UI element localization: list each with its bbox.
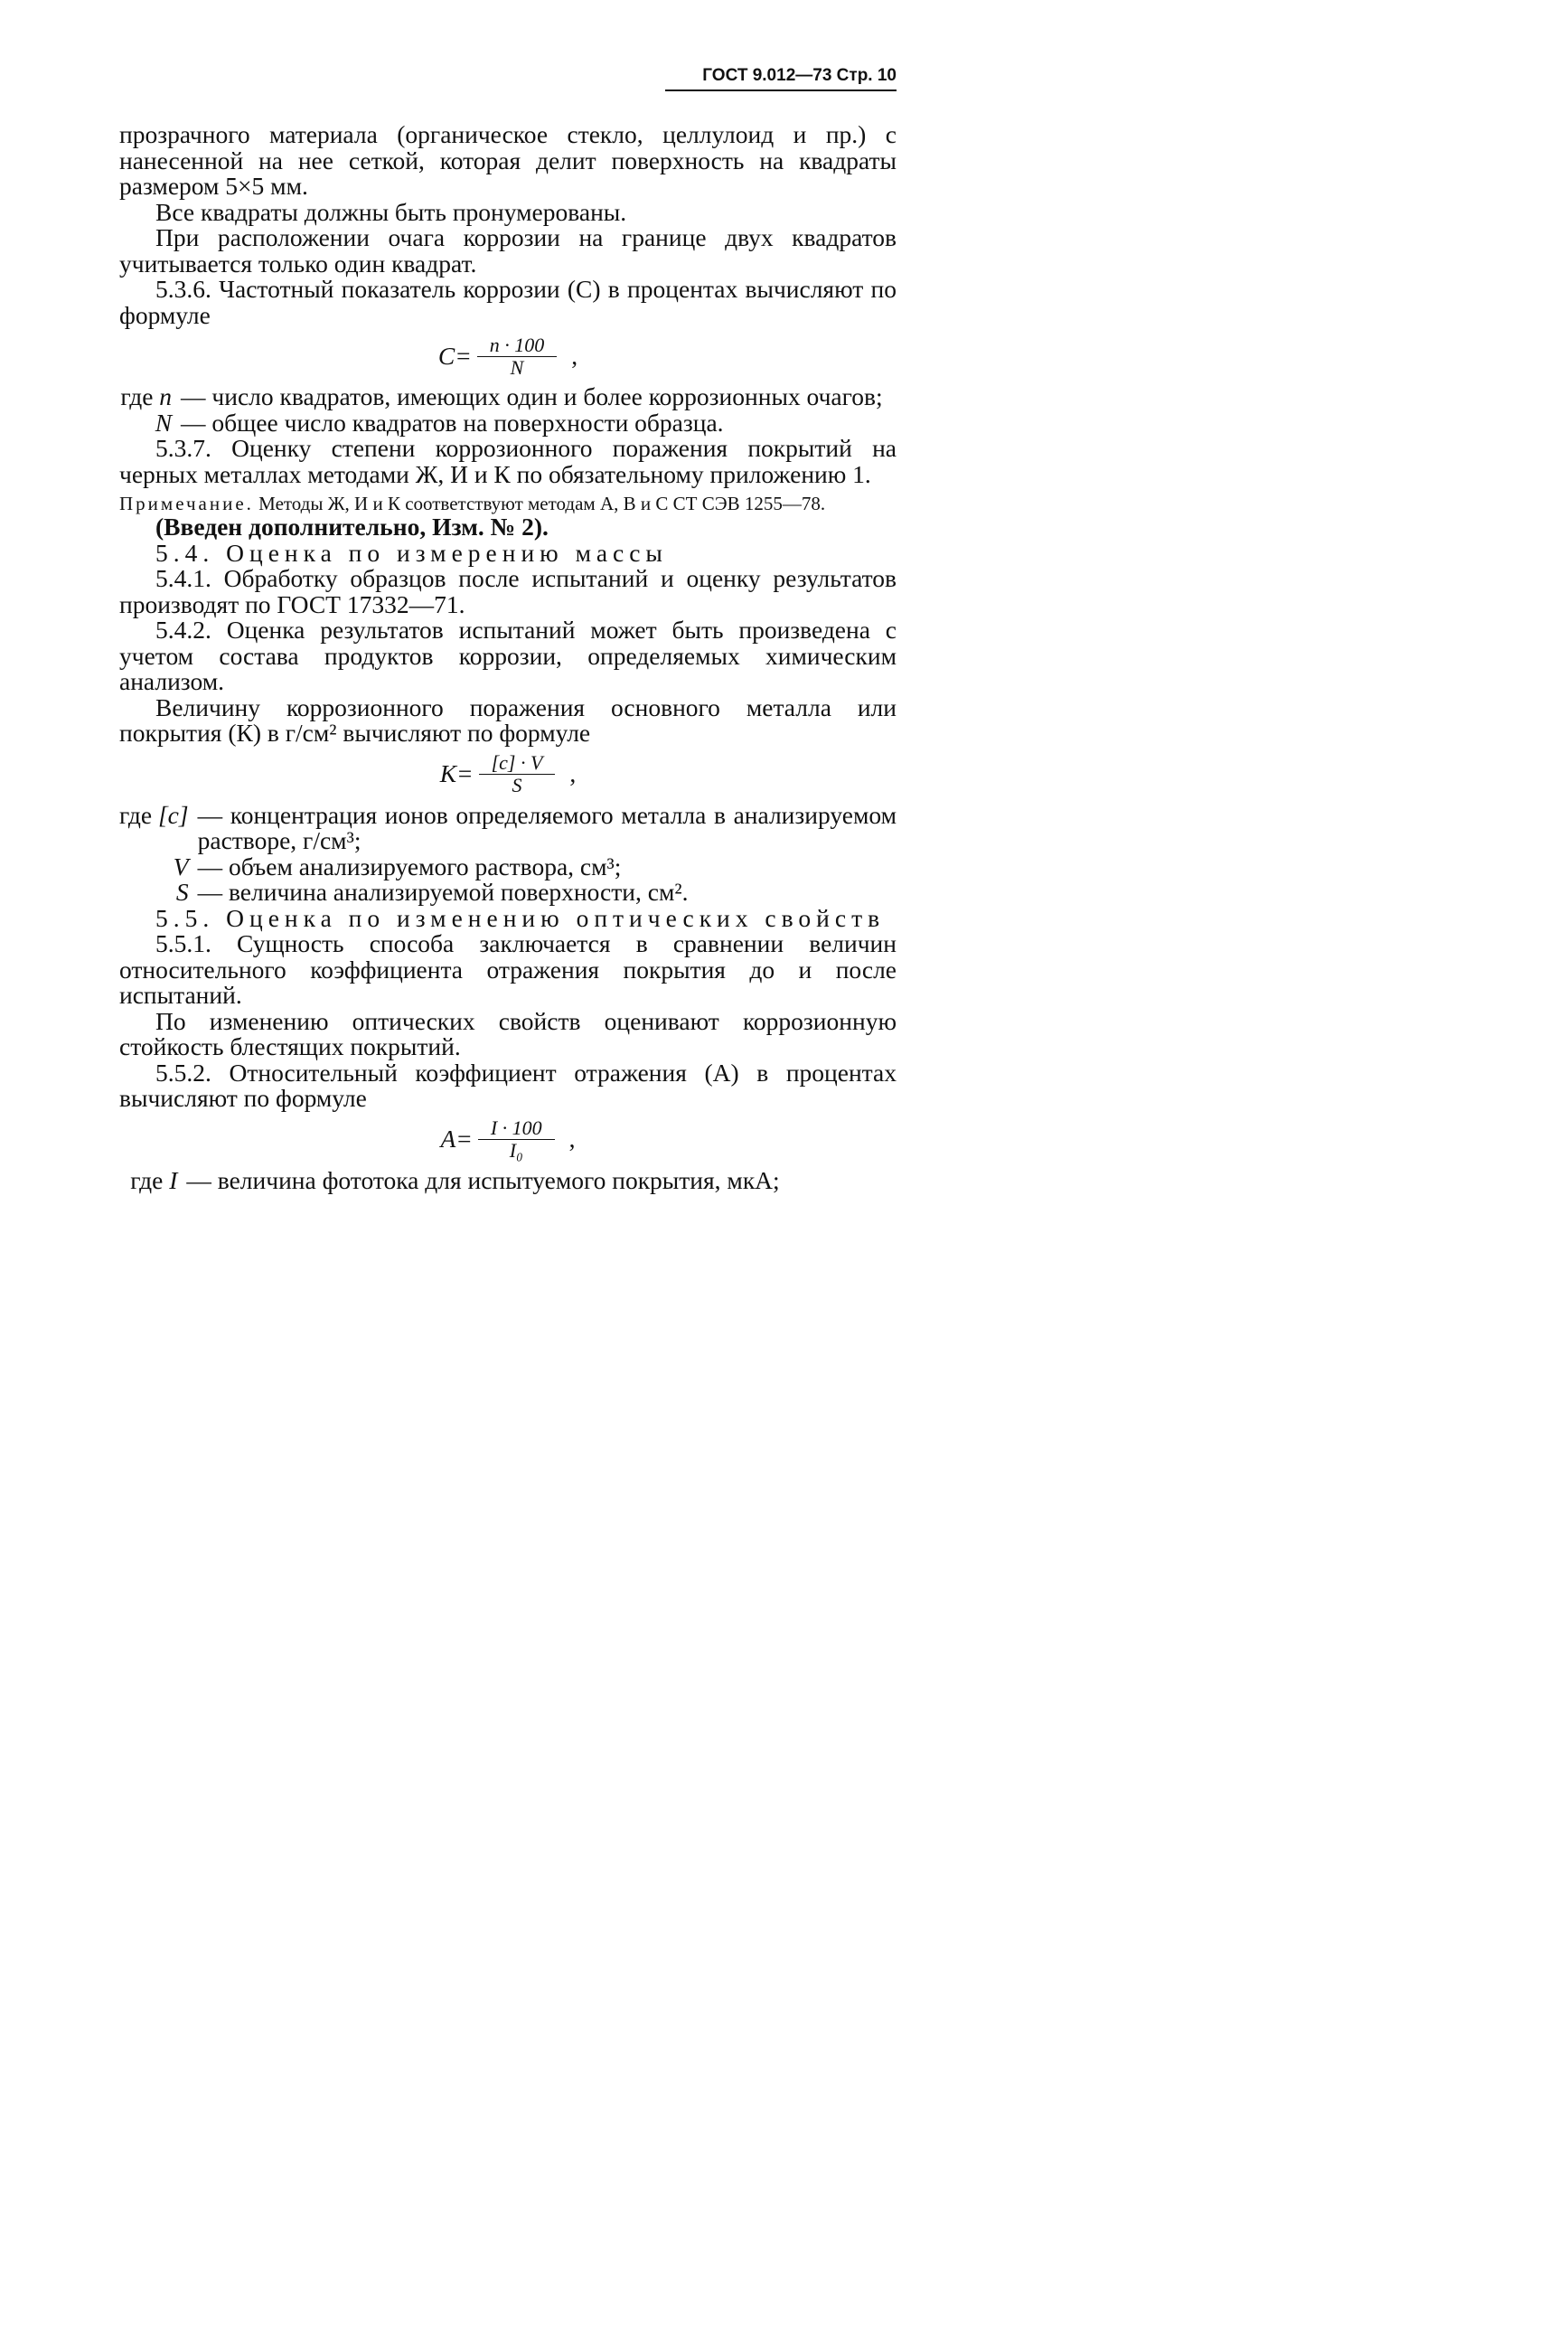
formula-k-comma: , — [569, 759, 577, 788]
paragraph-5-3-6: 5.3.6. Частотный показатель коррозии (С) в процентах вычисляют по формуле — [119, 275, 897, 329]
formula-a-denominator: I₀ — [509, 1139, 523, 1162]
section-heading-5-5: 5.5. Оценка по изменению оптических свойств — [155, 903, 886, 932]
paragraph-optical: По изменению оптических свойств оценивают коррозионную стойкость блестящих покрытий. — [119, 1006, 897, 1060]
definition-row — [119, 880, 897, 906]
definition-row — [119, 803, 897, 854]
paragraph-grid-material: прозрачного материала (органическое стекло, целлулоид и пр.) с нанесенной на нее сеткой, которая делит поверхность на квадраты размером 5×5 мм. — [119, 120, 897, 200]
formula-k — [119, 747, 897, 803]
definition-symbol: N — [155, 408, 173, 437]
formula-a-comma: , — [568, 1125, 576, 1154]
definition-row — [119, 854, 897, 880]
definition-symbol: где I — [130, 1165, 178, 1194]
amendment-note: (Введен дополнительно, Изм. № 2). — [155, 513, 549, 541]
definition-symbol: где [c] — [119, 800, 189, 829]
paragraph-5-5-1: 5.5.1. Сущность способа заключается в сравнении величин относительного коэффициента отражения покрытия до и после испытаний. — [119, 929, 897, 1009]
definitions-a — [119, 1165, 897, 1194]
definitions-c — [119, 384, 897, 436]
definition-text: — число квадратов, имеющих один и более коррозионных очагов; — [181, 382, 883, 410]
definition-text: — концентрация ионов определяемого металла в анализируемом растворе, г/см³; — [197, 800, 897, 854]
formula-k-fraction — [479, 752, 556, 796]
paragraph-5-4-1: 5.4.1. Обработку образцов после испытаний и оценку результатов производят по ГОСТ 17332—71. — [119, 564, 897, 618]
definition-symbol: S — [175, 878, 189, 906]
formula-k-numerator: [c] · V — [479, 752, 556, 775]
page-body — [119, 122, 897, 1193]
definition-text: — общее число квадратов на поверхности образца. — [181, 408, 724, 437]
formula-k-lhs: K= — [439, 759, 474, 788]
formula-c-lhs: C= — [437, 341, 472, 370]
formula-k-denominator: S — [512, 774, 522, 796]
definition-symbol: где n — [120, 382, 173, 410]
formula-c — [119, 328, 897, 384]
formula-a-lhs: A= — [440, 1125, 473, 1154]
definition-text: — объем анализируемого раствора, см³; — [197, 852, 622, 880]
note-label: Примечание. — [119, 493, 254, 514]
formula-c-fraction — [477, 334, 558, 379]
formula-c-comma: , — [571, 341, 578, 370]
running-head: ГОСТ 9.012—73 Стр. 10 — [665, 65, 897, 91]
note-text: Методы Ж, И и К соответствуют методам А, В и С СТ СЭВ 1255—78. — [258, 493, 826, 514]
note — [119, 493, 897, 514]
document-page — [0, 0, 954, 1416]
paragraph-squares-numbered: Все квадраты должны быть пронумерованы. — [155, 197, 627, 226]
paragraph-5-5-2: 5.5.2. Относительный коэффициент отражения (А) в процентах вычисляют по формуле — [119, 1058, 897, 1112]
paragraph-5-3-7: 5.3.7. Оценку степени коррозионного поражения покрытий на черных металлах методами Ж, И и К по обязательному приложению 1. — [119, 434, 897, 488]
definition-row — [119, 410, 897, 437]
paragraph-k-intro: Величину коррозионного поражения основного металла или покрытия (К) в г/см² вычисляют по формуле — [119, 692, 897, 747]
formula-a — [119, 1112, 897, 1168]
definition-row — [119, 384, 897, 410]
definition-symbol: V — [173, 852, 189, 880]
definitions-k — [119, 800, 897, 906]
paragraph-boundary-rule: При расположении очага коррозии на границе двух квадратов учитывается только один квадрат. — [119, 223, 897, 278]
definition-row — [119, 1168, 897, 1194]
formula-a-numerator: I · 100 — [478, 1117, 555, 1140]
section-heading-5-4: 5.4. Оценка по измерению массы — [155, 538, 668, 567]
formula-c-denominator: N — [510, 355, 524, 379]
formula-c-numerator: n · 100 — [477, 334, 558, 357]
definition-text: — величина анализируемой поверхности, см². — [197, 878, 689, 906]
formula-a-fraction — [478, 1117, 555, 1162]
paragraph-5-4-2: 5.4.2. Оценка результатов испытаний может быть произведена с учетом состава продуктов коррозии, определяемых химическим анализом. — [119, 616, 897, 695]
definition-text: — величина фототока для испытуемого покрытия, мкА; — [186, 1165, 780, 1194]
